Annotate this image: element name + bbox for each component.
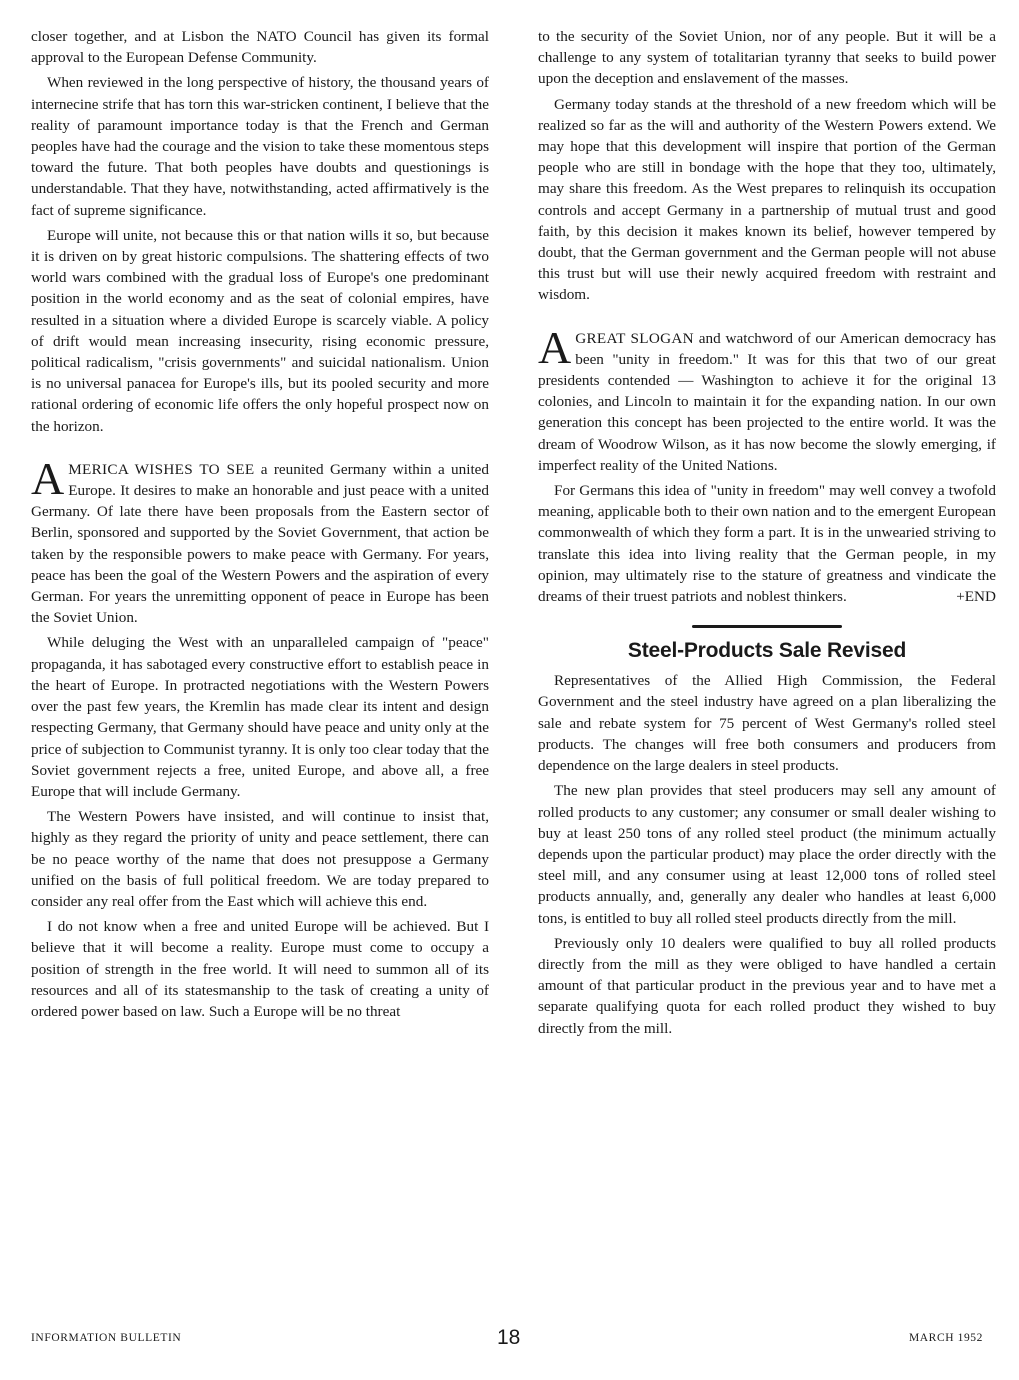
section-opening-paragraph <box>538 321 997 476</box>
paragraph-text: and watchword of our American democracy has been "unity in freedom." It was for this that two of our great presidents contended — Washington to achieve it for the original 13 colonies, and Lincoln to maintain it for the expanding nation. In our own generation this concept has been projected to the entire world. It was the dream of Woodrow Wilson, as it has now become the slowly emerging, if imperfect reality of the United Nations. <box>538 329 997 474</box>
paragraph-text: a reunited Germany within a united Europe. It desires to make an honorable and just peace with a united Germany. Of late there have been proposals from the Eastern sector of Berlin, sponsored and supported by the Soviet Government, that action be taken by the responsible powers to make peace with Germany. For years, peace has been the goal of the Western Powers and the aspiration of every German. For years the unremitting opponent of peace in Europe has been the Soviet Union. <box>31 460 489 627</box>
publication-name: INFORMATION BULLETIN <box>31 1332 182 1344</box>
right-column <box>538 26 996 1043</box>
left-column <box>31 26 489 1026</box>
paragraph: Representatives of the Allied High Commission, the Federal Government and the steel industry have agreed on a plan liberalizing the sale and rebate system for 75 percent of West Germany's rolled steel products. The changes will free both consumers and producers from dependence on the large dealers in steel products. <box>538 672 996 775</box>
paragraph: Germany today stands at the threshold of a new freedom which will be realized so far as the will and authority of the Western Powers extend. We may hope that this development will inspire that portion of the German people who are still in bondage with the hope that they too, ultimately, may share this freedom. As the West prepares to relinquish its occupation controls and accept Germany in a partnership of mutual trust and good faith, by this decision it makes known its belief, however tempered by doubt, that the German government and the German people will not abuse this trust but will use their newly acquired freedom with restraint and wisdom. <box>538 95 996 304</box>
paragraph: closer together, and at Lisbon the NATO Council has given its formal approval to the European Defense Community. <box>31 28 489 67</box>
article-headline: Steel-Products Sale Revised <box>627 639 907 663</box>
lead-in: GREAT SLOGAN <box>575 329 694 347</box>
paragraph: Europe will unite, not because this or that nation wills it so, but because it is driven on by great historic compulsions. The shattering effects of two world wars combined with the gradual loss of Europe's one predominant position in the world economy and as the seat of colonial empires, have resulted in a situation where a divided Europe is scarcely viable. A policy of drift would mean increasing insecurity, rising economic pressure, political radicalism, "crisis governments" and suicidal nationalism. Union is no universal panacea for Europe's ills, but its pooled security and more rational ordering of economic life offers the only hopeful prospect now on the horizon. <box>31 226 489 435</box>
paragraph: While deluging the West with an unparalleled campaign of "peace" propaganda, it has sabotaged every constructive effort to establish peace in the heart of Europe. In protracted negotiations with the Western Powers over the past few years, the Kremlin has made clear its intent and design respecting Germany, that Germany should have peace and unity only at the price of subjection to Communist tyranny. It is only too clear today that the Soviet government rejects a free, united Europe, and above all, a free Europe that will include Germany. <box>31 634 489 800</box>
paragraph: I do not know when a free and united Europe will be achieved. But I believe that it will become a reality. Europe must come to occupy a position of strength in the free world. It will need to summon all of its resources and all of its statesmanship to the task of creating a unity of ordered power based on law. Such a Europe will be no threat <box>31 918 489 1020</box>
paragraph: The new plan provides that steel producers may sell any amount of rolled products to any customer; any consumer or small dealer wishing to buy at least 250 tons of any rolled steel product (the minimum actually depends upon the particular product) may place the order directly with the steel mill, and any consumer using at least 12,000 tons of rolled steel products annually, and, generally any dealer who handles at least 6,000 tons, is entitled to buy all rolled steel products directly from the mill. <box>538 782 996 927</box>
issue-date: MARCH 1952 <box>908 1332 983 1344</box>
paragraph-text: For Germans this idea of "unity in freedom" may well convey a twofold meaning, applicable both to their own nation and to the emergent European commonwealth of which they form a part. It is in the unwearied striving to translate this idea into living reality that the German people, in my opinion, may ultimately rise to the stature of greatness and vindicate the dreams of their truest patriots and noblest thinkers. <box>538 482 996 606</box>
lead-in: MERICA WISHES TO SEE <box>68 460 255 478</box>
section-opening-paragraph <box>31 452 489 629</box>
page-number: 18 <box>497 1326 521 1349</box>
page-footer <box>31 1326 983 1354</box>
paragraph: When reviewed in the long perspective of history, the thousand years of internecine strife that has torn this war-stricken continent, I believe that the reality of paramount importance today is that the French and German peoples have had the courage and the vision to take these momentous steps toward the future. That both peoples have doubts and questionings is understandable. That they have, notwithstanding, acted affirmatively is the fact of supreme significance. <box>31 74 489 219</box>
paragraph: to the security of the Soviet Union, nor of any people. But it will be a challenge to any system of totalitarian tyranny that seeks to build power upon the deception and enslavement of the masses. <box>538 28 996 88</box>
paragraph: Previously only 10 dealers were qualified to buy all rolled products directly from the mill as they were obliged to have handled a certain amount of that particular product in the previous year and to have met a separate qualifying quota for each rolled product they wished to buy directly from the mill. <box>538 934 996 1037</box>
drop-cap: A <box>538 321 572 373</box>
paragraph: The Western Powers have insisted, and will continue to insist that, highly as they regard the priority of unity and peace settlement, there can be no peace worthy of the name that does not presuppose a Germany unified on the basis of full political freedom. We are today prepared to consider any real offer from the East which will achieve this end. <box>31 808 489 910</box>
drop-cap: A <box>31 452 65 504</box>
divider-rule <box>692 625 842 628</box>
end-mark: +END <box>956 588 996 606</box>
paragraph <box>538 480 996 607</box>
